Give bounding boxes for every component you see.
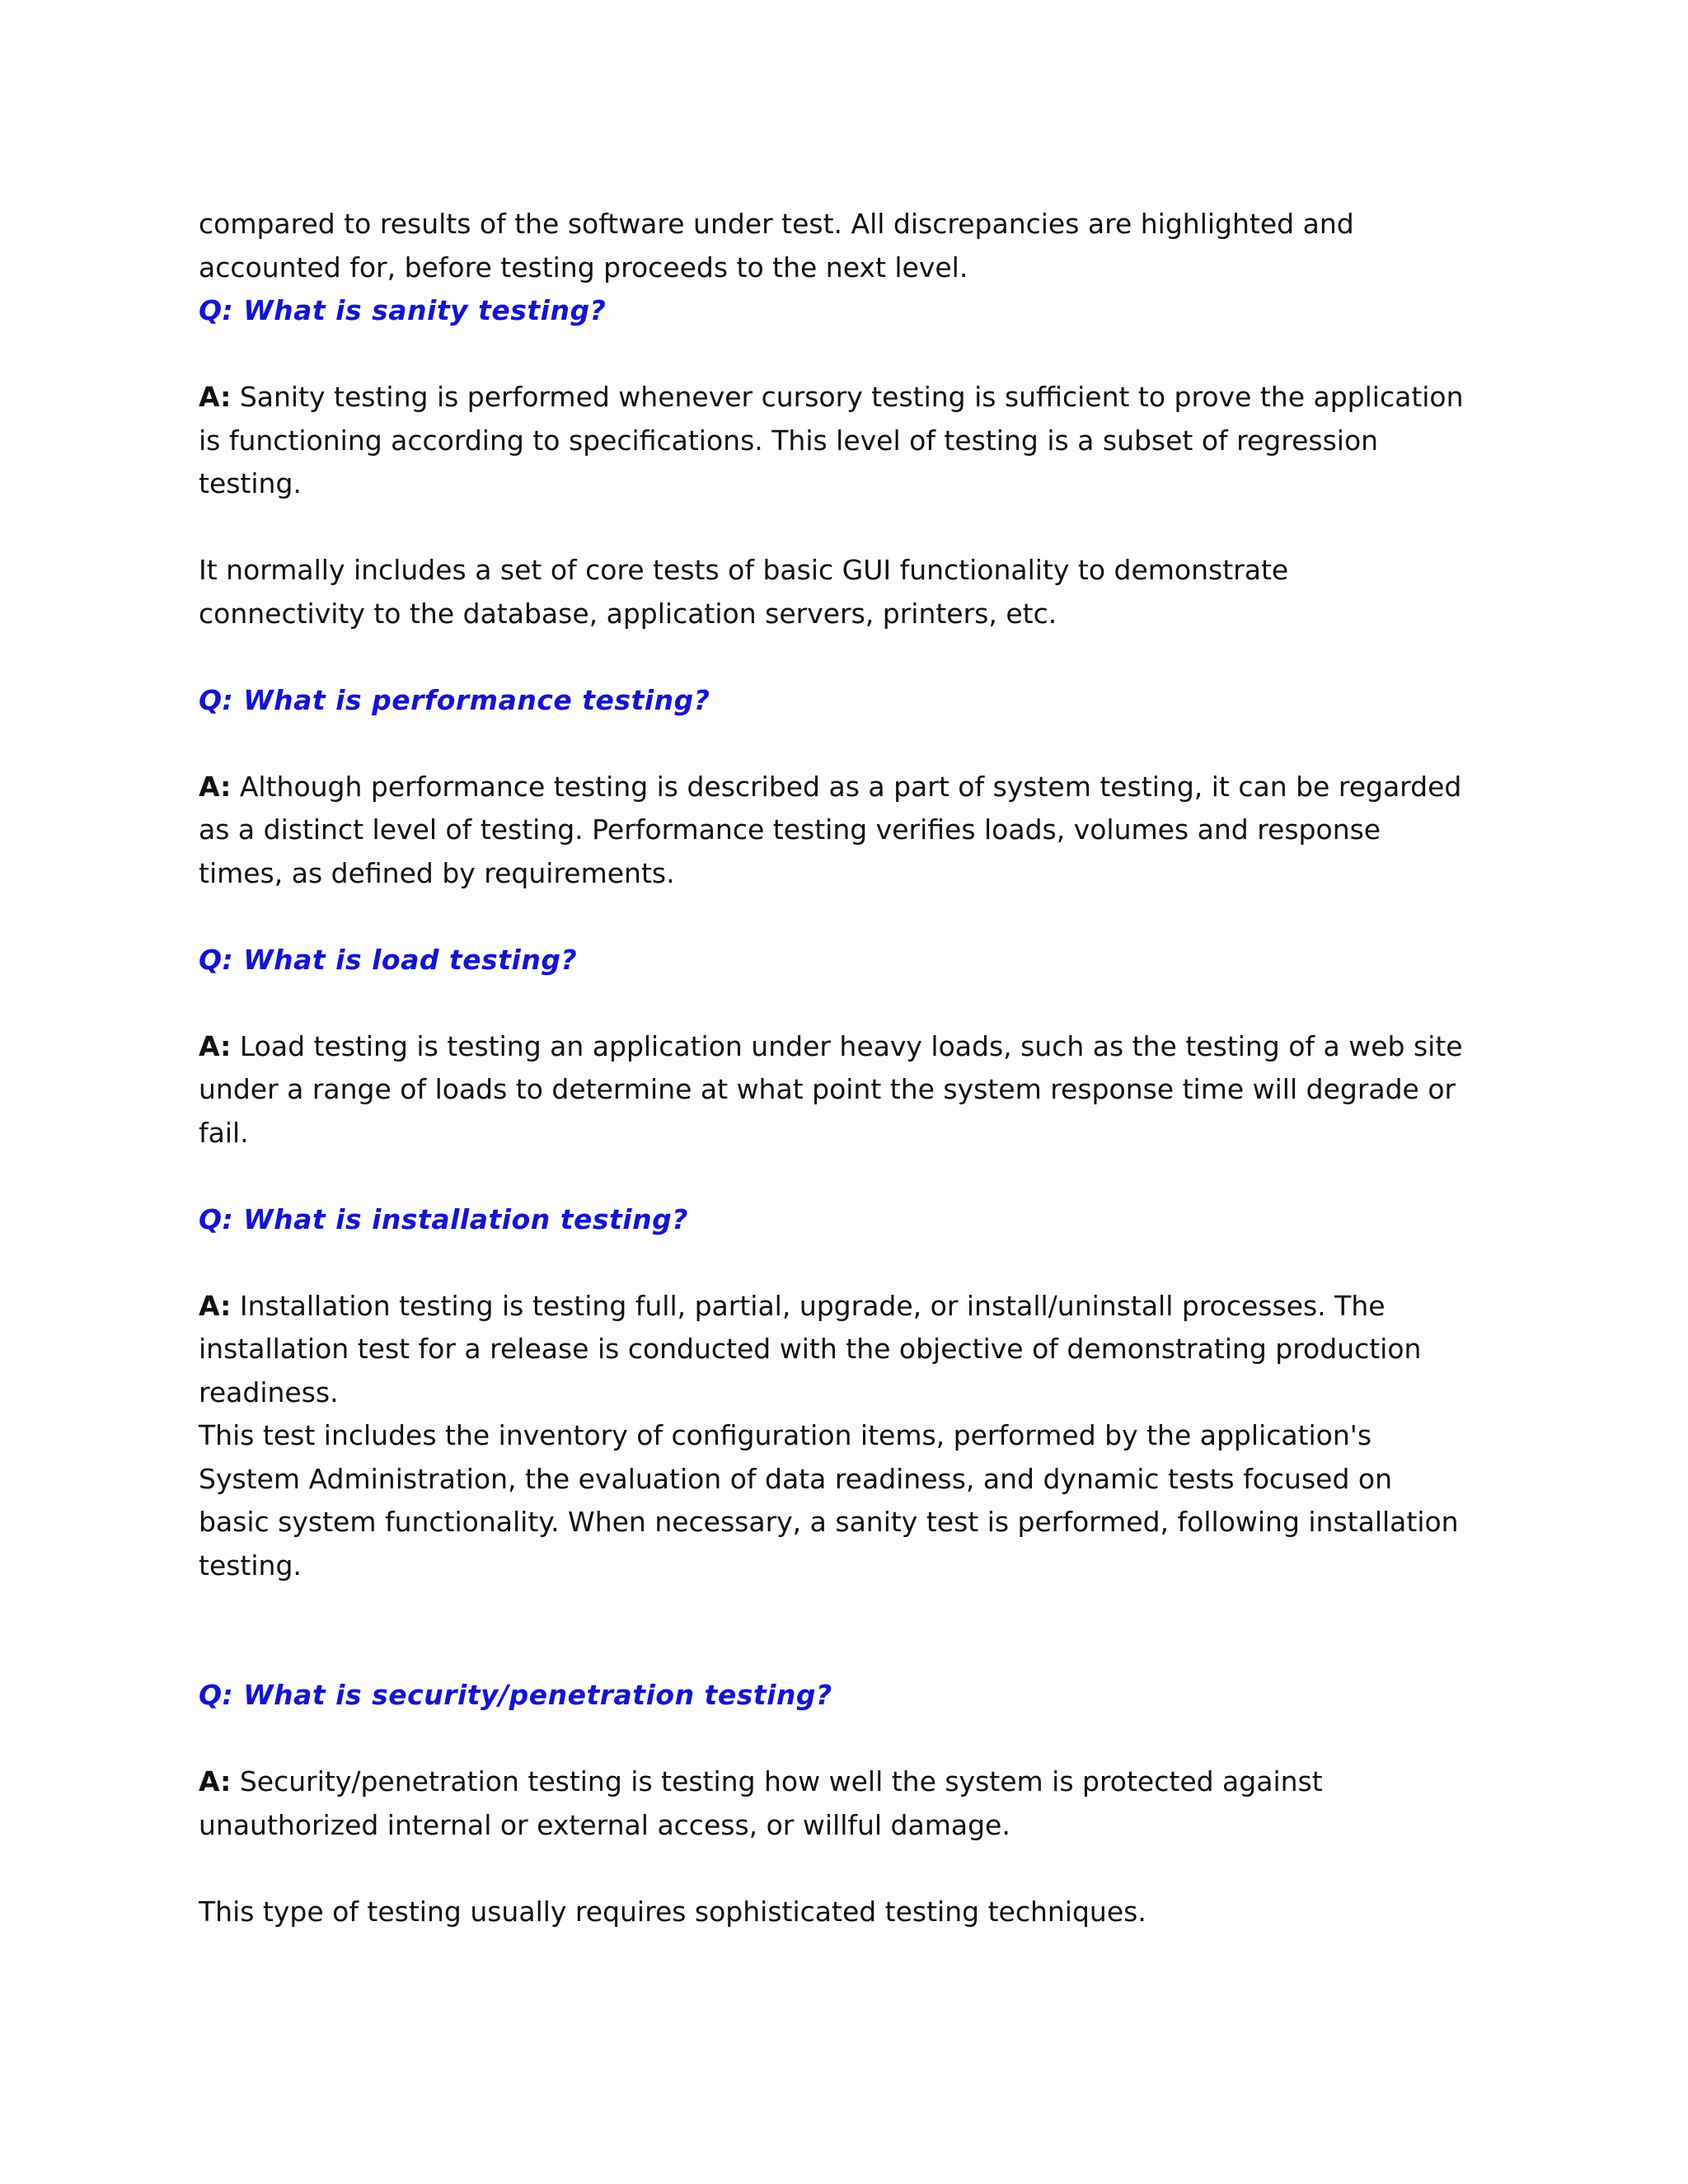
- question-security-penetration-testing: Q: What is security/penetration testing?: [199, 1679, 832, 1711]
- question-sanity-testing: Q: What is sanity testing?: [199, 294, 607, 326]
- document-body: [199, 203, 1509, 1933]
- answer-text: Installation testing is testing full, partial, upgrade, or install/uninstall processes. The: [231, 1289, 1386, 1322]
- answer-sanity-testing: [199, 376, 1509, 419]
- answer-text: Sanity testing is performed whenever cursory testing is sufficient to prove the application: [231, 381, 1464, 413]
- answer-load-testing: [199, 1025, 1509, 1069]
- paragraph-text: testing.: [199, 1549, 302, 1582]
- question-load-testing: Q: What is load testing?: [199, 943, 578, 976]
- answer-text: Although performance testing is described as a part of system testing, it can be regarded: [231, 770, 1462, 803]
- answer-label: A:: [199, 1029, 232, 1062]
- answer-text: Load testing is testing an application under heavy loads, such as the testing of a web site: [231, 1029, 1463, 1062]
- paragraph-text: It normally includes a set of core tests of basic GUI functionality to demonstrate: [199, 554, 1289, 586]
- answer-label: A:: [199, 1289, 232, 1322]
- answer-text: under a range of loads to determine at what point the system response time will degrade or: [199, 1073, 1456, 1105]
- answer-text: readiness.: [199, 1376, 339, 1408]
- answer-text: times, as defined by requirements.: [199, 856, 675, 889]
- answer-text: fail.: [199, 1116, 249, 1149]
- intro-line: accounted for, before testing proceeds to the next level.: [199, 251, 968, 284]
- question-installation-testing: Q: What is installation testing?: [199, 1202, 688, 1235]
- paragraph-text: connectivity to the database, application servers, printers, etc.: [199, 597, 1057, 630]
- question-performance-testing: Q: What is performance testing?: [199, 683, 710, 716]
- answer-text: Security/penetration testing is testing how well the system is protected against: [231, 1765, 1323, 1797]
- paragraph-text: This type of testing usually requires sophisticated testing techniques.: [199, 1895, 1146, 1928]
- answer-label: A:: [199, 1765, 232, 1797]
- answer-performance-testing: [199, 766, 1509, 809]
- paragraph-text: System Administration, the evaluation of data readiness, and dynamic tests focused on: [199, 1462, 1392, 1495]
- paragraph-text: basic system functionality. When necessary, a sanity test is performed, following installation: [199, 1506, 1459, 1538]
- paragraph-text: This test includes the inventory of configuration items, performed by the application's: [199, 1419, 1372, 1451]
- answer-installation-testing: [199, 1285, 1509, 1329]
- answer-security-penetration-testing: [199, 1760, 1509, 1804]
- answer-label: A:: [199, 770, 232, 803]
- answer-text: as a distinct level of testing. Performance testing verifies loads, volumes and response: [199, 813, 1381, 846]
- answer-text: is functioning according to specifications. This level of testing is a subset of regression: [199, 424, 1379, 457]
- answer-text: installation test for a release is conducted with the objective of demonstrating production: [199, 1333, 1422, 1365]
- answer-text: unauthorized internal or external access, or willful damage.: [199, 1808, 1010, 1841]
- answer-text: testing.: [199, 467, 302, 499]
- answer-label: A:: [199, 381, 232, 413]
- intro-line: compared to results of the software under test. All discrepancies are highlighted and: [199, 208, 1354, 240]
